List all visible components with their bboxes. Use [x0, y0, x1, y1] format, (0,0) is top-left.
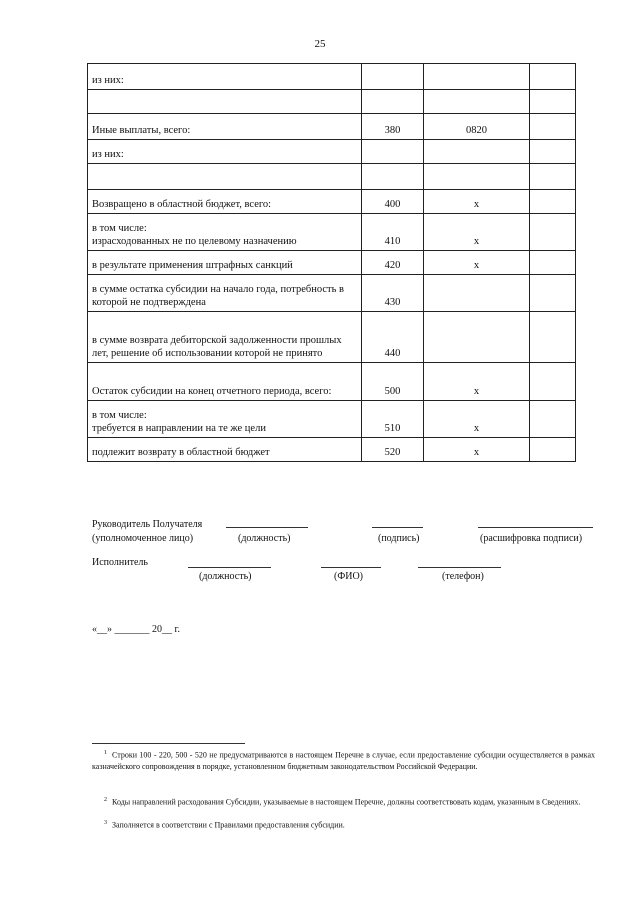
row-direction-code[interactable]	[424, 90, 530, 114]
table-row	[88, 90, 576, 114]
decoding-caption: (расшифровка подписи)	[480, 533, 583, 544]
row-direction-code[interactable]	[424, 140, 530, 164]
row-direction-code[interactable]: х	[424, 401, 530, 438]
row-direction-code[interactable]: х	[424, 251, 530, 275]
row-amount-cell[interactable]	[530, 164, 576, 190]
row-code	[362, 140, 424, 164]
row-code: 440	[362, 312, 424, 363]
row-label: Иные выплаты, всего:	[88, 114, 362, 140]
row-amount-cell[interactable]	[530, 140, 576, 164]
row-code: 380	[362, 114, 424, 140]
row-amount-cell[interactable]	[530, 190, 576, 214]
row-direction-code[interactable]	[424, 164, 530, 190]
row-direction-code[interactable]	[424, 275, 530, 312]
row-direction-code[interactable]	[424, 64, 530, 90]
row-code: 400	[362, 190, 424, 214]
date-line[interactable]: «__» _______ 20__ г.	[92, 624, 180, 635]
row-amount-cell[interactable]	[530, 363, 576, 401]
report-table	[87, 63, 576, 462]
row-label	[88, 164, 362, 190]
row-code: 500	[362, 363, 424, 401]
exec-position-line[interactable]	[188, 567, 271, 568]
row-amount-cell[interactable]	[530, 90, 576, 114]
head-label: Руководитель Получателя	[92, 519, 203, 530]
exec-phone-line[interactable]	[418, 567, 501, 568]
row-code	[362, 164, 424, 190]
signature-line[interactable]	[372, 527, 423, 528]
footnote-2: $^2$ Коды направлений расходования Субсидии, указываемые в настоящем Перечне, должны соответствовать кодам, указанным в Сведениях.	[104, 797, 581, 807]
row-amount-cell[interactable]	[530, 251, 576, 275]
row-direction-code[interactable]: х	[424, 190, 530, 214]
row-direction-code[interactable]	[424, 312, 530, 363]
row-amount-cell[interactable]	[530, 401, 576, 438]
row-label	[88, 90, 362, 114]
footnote-separator	[92, 743, 245, 744]
head-sublabel: (уполномоченное лицо)	[92, 533, 194, 544]
footnote-3: $^3$ Заполняется в соответствии с Правилами предоставления субсидии.	[104, 820, 345, 830]
row-label: в том числе: израсходованных не по целевому назначению	[88, 214, 362, 251]
row-code: 430	[362, 275, 424, 312]
row-code: 510	[362, 401, 424, 438]
table-row	[88, 214, 576, 251]
table-row	[88, 438, 576, 462]
row-label: в том числе: требуется в направлении на те же цели	[88, 401, 362, 438]
table-row	[88, 363, 576, 401]
exec-phone-caption: (телефон)	[442, 571, 484, 582]
exec-name-line[interactable]	[321, 567, 381, 568]
row-code	[362, 64, 424, 90]
row-amount-cell[interactable]	[530, 64, 576, 90]
executor-label: Исполнитель	[92, 557, 148, 568]
table-row	[88, 190, 576, 214]
signature-caption: (подпись)	[378, 533, 420, 544]
table-row	[88, 401, 576, 438]
exec-name-caption: (ФИО)	[334, 571, 364, 582]
table-row	[88, 275, 576, 312]
row-label: Остаток субсидии на конец отчетного периода, всего:	[88, 363, 362, 401]
row-label: в сумме возврата дебиторской задолженности прошлых лет, решение об использовании которой не принято	[88, 312, 362, 363]
table-row	[88, 140, 576, 164]
row-label: подлежит возврату в областной бюджет	[88, 438, 362, 462]
row-label: в результате применения штрафных санкций	[88, 251, 362, 275]
row-code: 520	[362, 438, 424, 462]
row-code	[362, 90, 424, 114]
row-code: 420	[362, 251, 424, 275]
footnote-1: $^1$ Строки 100 - 220, 500 - 520 не предусматриваются в настоящем Перечне в случае, если предоставление субсидии осуществляется в рамках казначейского сопровождения в порядке, установленном бюджетным законодательством Российской Федерации.	[92, 750, 595, 771]
position-line[interactable]	[226, 527, 308, 528]
row-label: в сумме остатка субсидии на начало года, потребность в которой не подтверждена	[88, 275, 362, 312]
table-row	[88, 64, 576, 90]
row-amount-cell[interactable]	[530, 114, 576, 140]
row-amount-cell[interactable]	[530, 214, 576, 251]
row-code: 410	[362, 214, 424, 251]
row-label: из них:	[88, 64, 362, 90]
row-label: из них:	[88, 140, 362, 164]
row-amount-cell[interactable]	[530, 275, 576, 312]
page-number: 25	[314, 38, 326, 50]
row-label: Возвращено в областной бюджет, всего:	[88, 190, 362, 214]
table-row	[88, 114, 576, 140]
row-direction-code[interactable]: х	[424, 363, 530, 401]
row-direction-code[interactable]: х	[424, 438, 530, 462]
row-amount-cell[interactable]	[530, 438, 576, 462]
row-direction-code[interactable]: 0820	[424, 114, 530, 140]
row-direction-code[interactable]: х	[424, 214, 530, 251]
table-row	[88, 164, 576, 190]
exec-position-caption: (должность)	[199, 571, 252, 582]
table-row	[88, 251, 576, 275]
table-row	[88, 312, 576, 363]
row-amount-cell[interactable]	[530, 312, 576, 363]
decoding-line[interactable]	[478, 527, 593, 528]
position-caption: (должность)	[238, 533, 291, 544]
